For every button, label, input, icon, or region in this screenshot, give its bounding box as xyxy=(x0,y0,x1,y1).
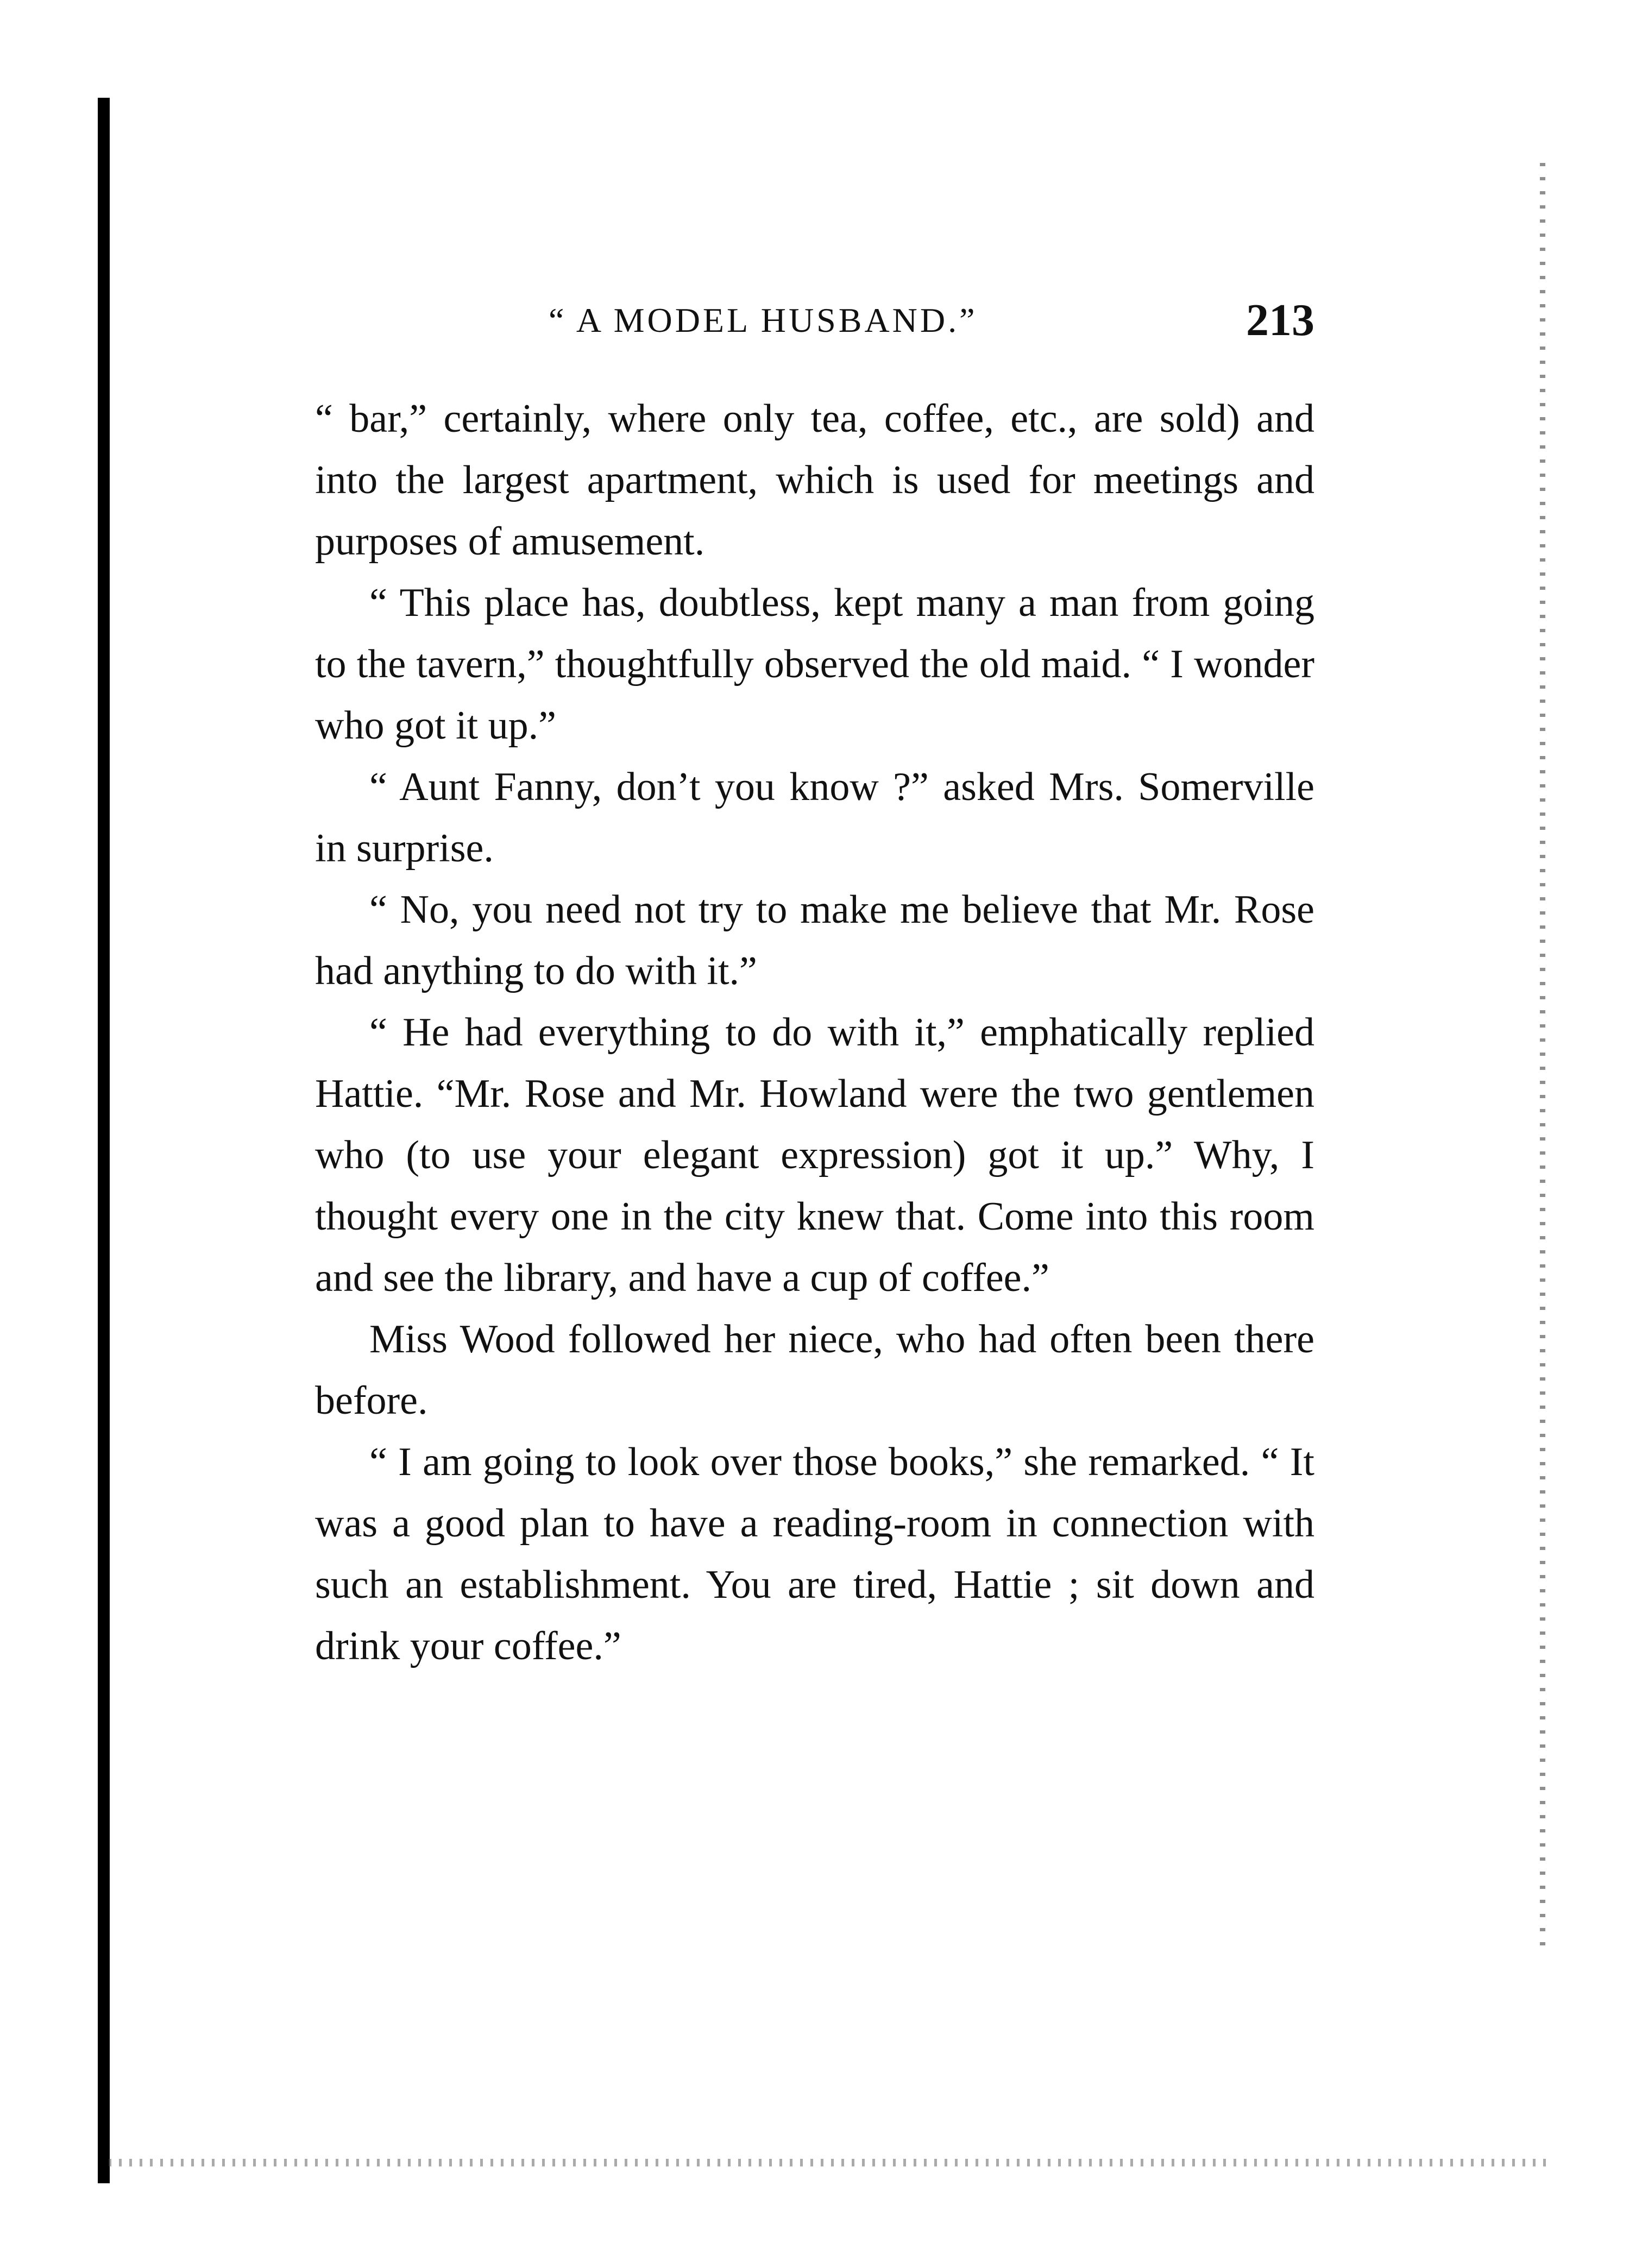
paragraph-7: “ I am going to look over those books,” she remarked. “ It was a good plan to have a reading-room in connection with such an establishment. You are tired, Hattie ; sit down and drink your coffee.” xyxy=(315,1440,1314,1668)
paragraph-6: Miss Wood followed her niece, who had often been there before. xyxy=(315,1317,1314,1423)
paragraph-2: “ This place has, doubtless, kept many a man from going to the tavern,” thoughtfully observed the old maid. “ I wonder who got it up.” xyxy=(315,581,1314,748)
binding-rule xyxy=(98,98,110,2183)
running-title: “ A MODEL HUSBAND.” xyxy=(549,301,978,339)
running-head xyxy=(315,296,1314,345)
paragraph-3: “ Aunt Fanny, don’t you know ?” asked Mrs. Somerville in surprise. xyxy=(315,765,1314,871)
paragraph-4: “ No, you need not try to make me believe that Mr. Rose had anything to do with it.” xyxy=(315,887,1314,993)
page-edge-bottom xyxy=(109,2159,1553,2166)
page-edge-right xyxy=(1540,163,1545,1955)
paragraph-5: “ He had everything to do with it,” emphatically replied Hattie. “Mr. Rose and Mr. Howland were the two gentlemen who (to use your elegant expression) got it up.” Why, I thought every one in the city knew that. Come into this room and see the library, and have a cup of coffee.” xyxy=(315,1010,1314,1300)
page-number: 213 xyxy=(1246,295,1314,345)
paragraph-1: “ bar,” certainly, where only tea, coffee, etc., are sold) and into the largest apartment, which is used for meetings and purposes of amusement. xyxy=(315,396,1314,564)
body-text xyxy=(315,388,1314,1677)
